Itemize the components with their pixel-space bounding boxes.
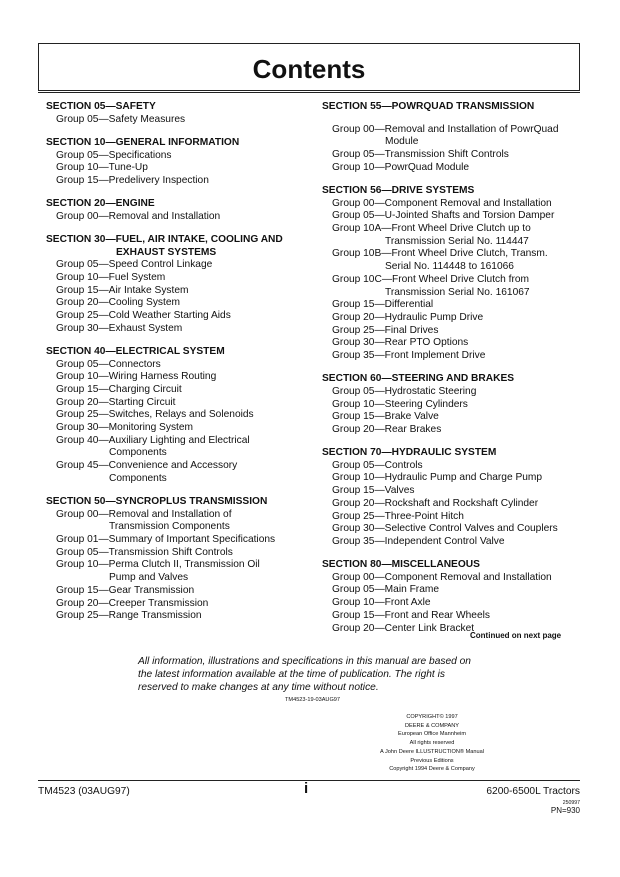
- group-entry: [46, 610, 308, 623]
- group-entry-text: Group 30—Monitoring System: [56, 422, 194, 434]
- toc-section: [46, 101, 308, 126]
- group-entry-text: Group 05—Transmission Shift Controls: [56, 546, 233, 558]
- group-entry-text: Group 05—Specifications: [56, 149, 172, 161]
- group-entry: [322, 248, 580, 273]
- toc-section: [322, 185, 580, 363]
- group-entry: [322, 485, 580, 498]
- group-entry-text: Group 25—Range Transmission: [56, 610, 202, 622]
- group-entry: [322, 124, 580, 149]
- group-entry: [46, 297, 308, 310]
- group-entry: [322, 399, 580, 412]
- group-entry: [322, 312, 580, 325]
- group-entry-text: Group 25—Final Drives: [332, 324, 439, 336]
- group-entry-text: Group 15—Gear Transmission: [56, 584, 195, 596]
- group-entry: [322, 584, 580, 597]
- group-entry-text: Group 10—Front Axle: [332, 597, 431, 609]
- copyright-line: Previous Editions: [410, 757, 454, 764]
- group-entry-text: Serial No. 114448 to 161066: [385, 261, 514, 273]
- copyright-line: COPYRIGHT© 1997: [406, 714, 458, 720]
- group-entry: [322, 498, 580, 511]
- section-heading: SECTION 55—POWRQUAD TRANSMISSION: [322, 101, 535, 112]
- copyright-line: DEERE & COMPANY: [405, 722, 459, 729]
- group-entry-text: Group 10C—Front Wheel Drive Clutch from: [332, 273, 530, 285]
- group-entry-text: Group 15—Front and Rear Wheels: [332, 609, 490, 621]
- group-entry-text: Group 20—Cooling System: [56, 297, 181, 309]
- contents-column-right: [322, 101, 580, 635]
- page-title: Contents: [252, 54, 366, 84]
- group-entry-text: Group 05—Connectors: [56, 358, 161, 370]
- group-entry: [322, 610, 580, 623]
- group-entry: [322, 325, 580, 338]
- group-entry-text: Group 10A—Front Wheel Drive Clutch up to: [332, 223, 531, 235]
- notice-line: reserved to make changes at any time without notice.: [138, 682, 379, 693]
- group-entry: [46, 310, 308, 323]
- notice-line: the latest information available at the time of publication. The right is: [138, 669, 445, 680]
- footer-manual-id: TM4523 (03AUG97): [38, 786, 130, 797]
- toc-section: [322, 559, 580, 635]
- group-entry: [46, 211, 308, 224]
- section-heading: SECTION 30—FUEL, AIR INTAKE, COOLING AND: [46, 233, 283, 245]
- group-entry: [322, 472, 580, 485]
- group-entry-text: Group 35—Front Implement Drive: [332, 350, 486, 362]
- group-entry-text: Group 15—Brake Valve: [332, 411, 439, 423]
- group-entry: [46, 384, 308, 397]
- group-entry-text: Group 20—Rear Brakes: [332, 423, 442, 435]
- group-entry-text: Group 01—Summary of Important Specifications: [56, 534, 276, 546]
- group-entry-text: Pump and Valves: [109, 572, 189, 584]
- toc-section: [322, 447, 580, 549]
- group-entry-text: Group 10—Steering Cylinders: [332, 398, 468, 410]
- group-entry-text: Group 10—PowrQuad Module: [332, 161, 470, 173]
- group-entry-text: Group 40—Auxiliary Lighting and Electrical: [56, 434, 250, 446]
- section-heading: SECTION 56—DRIVE SYSTEMS: [322, 184, 475, 196]
- copyright-line: All rights reserved: [409, 740, 455, 747]
- group-entry-text: Group 05—Controls: [332, 459, 423, 471]
- group-entry: [46, 371, 308, 384]
- group-entry-text: Group 20—Rockshaft and Rockshaft Cylinder: [332, 497, 539, 509]
- footer-pn: PN=930: [550, 806, 580, 815]
- group-entry-text: Group 20—Hydraulic Pump Drive: [332, 311, 484, 323]
- group-entry-text: Group 10—Fuel System: [56, 271, 166, 283]
- group-entry: [322, 337, 580, 350]
- group-entry: [46, 259, 308, 272]
- group-entry: [46, 547, 308, 560]
- footer-page-number: i: [304, 780, 309, 797]
- section-heading: SECTION 20—ENGINE: [46, 198, 155, 209]
- group-entry-text: Group 25—Cold Weather Starting Aids: [56, 310, 231, 322]
- toc-section: [46, 234, 308, 336]
- group-entry-text: Group 05—Hydrostatic Steering: [332, 385, 477, 397]
- section-heading: SECTION 70—HYDRAULIC SYSTEM: [322, 447, 497, 459]
- group-entry-text: Group 25—Three-Point Hitch: [332, 510, 464, 522]
- group-entry: [322, 460, 580, 473]
- group-entry-text: Components: [109, 472, 167, 484]
- group-entry: [322, 274, 580, 299]
- copyright-line: Copyright 1994 Deere & Company: [389, 766, 475, 773]
- copyright-block: [372, 713, 492, 774]
- group-entry-text: Group 05—Speed Control Linkage: [56, 259, 213, 271]
- group-entry-text: Group 00—Removal and Installation of PowrQuad: [332, 123, 559, 135]
- group-entry: [322, 572, 580, 585]
- group-entry: [322, 299, 580, 312]
- group-entry: [46, 598, 308, 611]
- group-entry: [46, 509, 308, 534]
- group-entry-text: Group 35—Independent Control Valve: [332, 535, 505, 547]
- group-entry: [46, 285, 308, 298]
- group-entry-text: Transmission Serial No. 114447: [385, 235, 529, 247]
- group-entry-text: Group 15—Predelivery Inspection: [56, 174, 209, 186]
- footer-date-code: 250997: [562, 800, 580, 806]
- group-entry: [46, 435, 308, 460]
- group-entry-text: Group 15—Valves: [332, 485, 415, 497]
- group-entry-text: Module: [385, 136, 419, 148]
- group-entry: [46, 422, 308, 435]
- group-entry-text: Group 10—Perma Clutch II, Transmission Oil: [56, 559, 260, 571]
- group-entry: [322, 210, 580, 223]
- group-entry: [46, 559, 308, 584]
- group-entry-text: Group 10B—Front Wheel Drive Clutch, Transm.: [332, 248, 548, 260]
- group-entry-text: Group 30—Exhaust System: [56, 322, 183, 334]
- group-entry-text: Transmission Serial No. 161067: [385, 286, 530, 298]
- group-entry-text: Group 05—Safety Measures: [56, 113, 186, 125]
- continued-note: Continued on next page: [470, 631, 562, 640]
- copyright-line: A John Deere ILLUSTRUCTION® Manual: [380, 748, 484, 755]
- group-entry: [322, 536, 580, 549]
- group-entry: [322, 149, 580, 162]
- group-entry-text: Components: [109, 447, 167, 459]
- group-entry-text: Group 30—Selective Control Valves and Couplers: [332, 523, 558, 535]
- group-entry: [46, 114, 308, 127]
- group-entry: [322, 411, 580, 424]
- group-entry-text: Group 25—Switches, Relays and Solenoids: [56, 409, 254, 421]
- group-entry: [322, 223, 580, 248]
- toc-section: [46, 346, 308, 486]
- title-box: [38, 43, 580, 91]
- notice-line: All information, illustrations and specifications in this manual are based on: [138, 656, 471, 667]
- group-entry-text: Group 00—Removal and Installation: [56, 210, 221, 222]
- group-entry-text: Group 00—Removal and Installation of: [56, 508, 232, 520]
- section-heading: SECTION 50—SYNCROPLUS TRANSMISSION: [46, 495, 268, 507]
- toc-section: [46, 496, 308, 623]
- footer-rule: [38, 780, 580, 781]
- group-entry-text: Transmission Components: [109, 521, 230, 533]
- group-entry: [322, 350, 580, 363]
- group-entry: [322, 511, 580, 524]
- toc-section: [46, 198, 308, 223]
- group-entry-text: Group 20—Creeper Transmission: [56, 597, 209, 609]
- group-entry: [322, 198, 580, 211]
- group-entry-text: Group 15—Charging Circuit: [56, 383, 182, 395]
- group-entry: [46, 397, 308, 410]
- group-entry: [322, 424, 580, 437]
- disclaimer-notice: [138, 655, 518, 694]
- group-entry-text: Group 10—Wiring Harness Routing: [56, 371, 217, 383]
- group-entry: [46, 534, 308, 547]
- group-entry: [322, 597, 580, 610]
- section-heading: SECTION 80—MISCELLANEOUS: [322, 559, 480, 571]
- group-entry: [46, 409, 308, 422]
- section-heading: EXHAUST SYSTEMS: [116, 246, 217, 258]
- toc-section: [322, 101, 580, 175]
- group-entry: [46, 272, 308, 285]
- group-entry: [322, 386, 580, 399]
- group-entry-text: Group 05—U-Jointed Shafts and Torsion Damper: [332, 210, 555, 222]
- title-underline: [38, 92, 580, 93]
- group-entry: [46, 175, 308, 188]
- group-entry: [46, 162, 308, 175]
- group-entry: [46, 323, 308, 336]
- group-entry-text: Group 15—Differential: [332, 299, 434, 311]
- section-heading: SECTION 60—STEERING AND BRAKES: [322, 373, 515, 385]
- group-entry-text: Group 15—Air Intake System: [56, 284, 189, 296]
- group-entry: [46, 460, 308, 485]
- group-entry-text: Group 10—Tune-Up: [56, 162, 148, 174]
- group-entry-text: Group 20—Starting Circuit: [56, 396, 176, 408]
- toc-section: [322, 373, 580, 437]
- group-entry-text: Group 45—Convenience and Accessory: [56, 460, 238, 472]
- group-entry-text: Group 05—Transmission Shift Controls: [332, 149, 509, 161]
- group-entry-text: Group 00—Component Removal and Installation: [332, 197, 552, 209]
- group-entry: [322, 162, 580, 175]
- group-entry-text: Group 20—Center Link Bracket: [332, 622, 475, 634]
- contents-column-left: [46, 101, 308, 623]
- reference-code: TM4523-19-03AUG97: [285, 697, 341, 703]
- section-heading: SECTION 10—GENERAL INFORMATION: [46, 136, 240, 148]
- group-entry: [46, 585, 308, 598]
- group-entry: [322, 523, 580, 536]
- section-heading: SECTION 05—SAFETY: [46, 101, 156, 112]
- group-entry-text: Group 05—Main Frame: [332, 584, 440, 596]
- group-entry-text: Group 00—Component Removal and Installation: [332, 571, 552, 583]
- footer-model: 6200-6500L Tractors: [486, 786, 580, 797]
- toc-section: [46, 137, 308, 188]
- group-entry-text: Group 10—Hydraulic Pump and Charge Pump: [332, 472, 543, 484]
- group-entry: [46, 150, 308, 163]
- copyright-line: European Office Mannheim: [398, 731, 466, 738]
- group-entry: [46, 359, 308, 372]
- group-entry-text: Group 30—Rear PTO Options: [332, 337, 469, 349]
- section-heading: SECTION 40—ELECTRICAL SYSTEM: [46, 345, 225, 357]
